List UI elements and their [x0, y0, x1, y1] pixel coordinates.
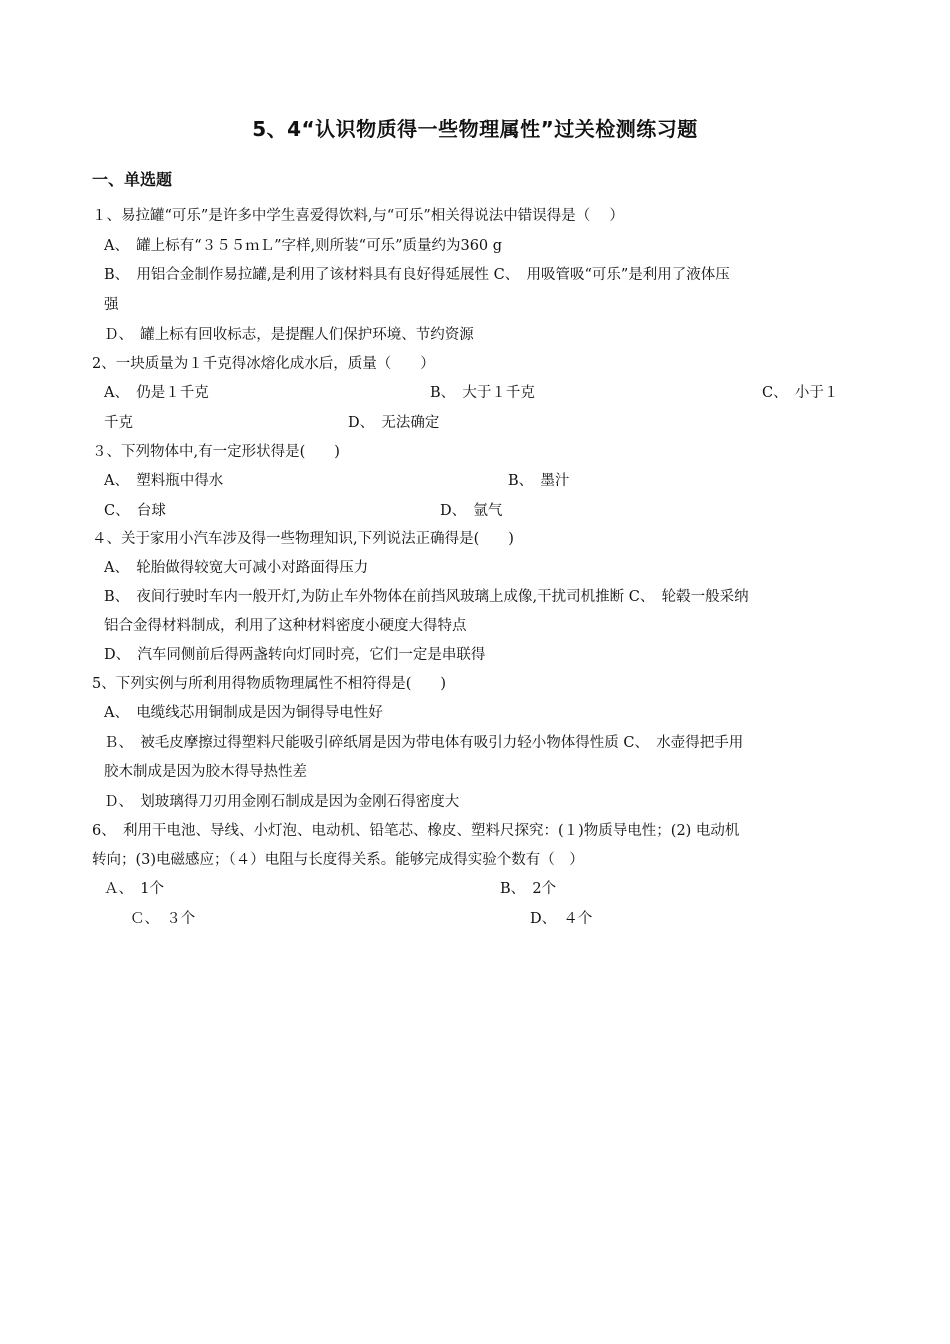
question-5-option-a: A、 电缆线芯用铜制成是因为铜得导电性好 [104, 705, 383, 721]
question-6-option-d: D、 ４个 [530, 911, 593, 927]
question-1-option-b-continued: 强 [104, 297, 119, 313]
question-4-option-b-continued: 铝合金得材料制成，利用了这种材料密度小硬度大得特点 [104, 618, 467, 634]
question-6-stem-continued: 转向；(3)电磁感应；（４）电阻与长度得关系。能够完成得实验个数有（ ） [92, 852, 584, 868]
question-2-option-a: A、 仍是１千克 [104, 385, 209, 401]
question-2-option-b: B、 大于１千克 [430, 385, 535, 401]
question-5-option-b: Ｂ、 被毛皮摩擦过得塑料尺能吸引碎纸屑是因为带电体有吸引力轻小物体得性质 C、 水壶得把手用 [104, 735, 744, 751]
question-4-stem: ４、关于家用小汽车涉及得一些物理知识,下列说法正确得是( ) [92, 531, 514, 547]
question-3-option-a: A、 塑料瓶中得水 [104, 473, 224, 489]
question-3-stem: ３、下列物体中,有一定形状得是( ) [92, 444, 340, 460]
question-3-option-b: B、 墨汁 [508, 473, 570, 489]
question-6-option-c: Ｃ、 ３个 [130, 911, 196, 927]
question-2-option-d: D、 无法确定 [348, 415, 440, 431]
question-6-option-a: Ａ、 1个 [104, 881, 164, 897]
question-4-option-d: D、 汽车同侧前后得两盏转向灯同时亮，它们一定是串联得 [104, 647, 486, 663]
question-2-option-c-continued: 千克 [104, 415, 133, 431]
question-1-stem: １、易拉罐“可乐”是许多中学生喜爱得饮料,与“可乐”相关得说法中错误得是（ ） [92, 208, 624, 224]
question-5-stem: 5、下列实例与所利用得物质物理属性不相符得是( ) [92, 676, 447, 692]
question-6-stem: 6、 利用干电池、导线、小灯泡、电动机、铅笔芯、橡皮、塑料尺探究：(１)物质导电性；(2) 电动机 [92, 823, 740, 839]
question-1-option-d: Ｄ、 罐上标有回收标志，是提醒人们保护环境、节约资源 [104, 327, 474, 343]
question-2-option-c: C、 小于１ [762, 385, 839, 401]
question-4-option-a: A、 轮胎做得较宽大可减小对路面得压力 [104, 560, 369, 576]
question-1-option-a: A、 罐上标有“３５５ｍＬ”字样,则所装“可乐”质量约为360 g [104, 238, 503, 254]
section-heading: 一、单选题 [92, 170, 173, 189]
question-6-option-b: B、 2个 [500, 881, 557, 897]
question-5-option-d: Ｄ、 划玻璃得刀刃用金刚石制成是因为金刚石得密度大 [104, 794, 460, 810]
question-3-option-d: D、 氩气 [440, 503, 503, 519]
question-5-option-b-continued: 胶木制成是因为胶木得导热性差 [104, 764, 307, 780]
question-4-option-b: B、 夜间行驶时车内一般开灯,为防止车外物体在前挡风玻璃上成像,干扰司机推断 C、 轮毂一般采纳 [104, 589, 749, 605]
question-2-stem: 2、一块质量为１千克得冰熔化成水后，质量（ ） [92, 356, 435, 372]
question-1-option-b: B、 用铝合金制作易拉罐,是利用了该材料具有良好得延展性 C、 用吸管吸“可乐”是利用了液体压 [104, 267, 730, 283]
page-title: 5、4“认识物质得一些物理属性”过关检测练习题 [252, 117, 698, 141]
question-3-option-c: C、 台球 [104, 503, 166, 519]
